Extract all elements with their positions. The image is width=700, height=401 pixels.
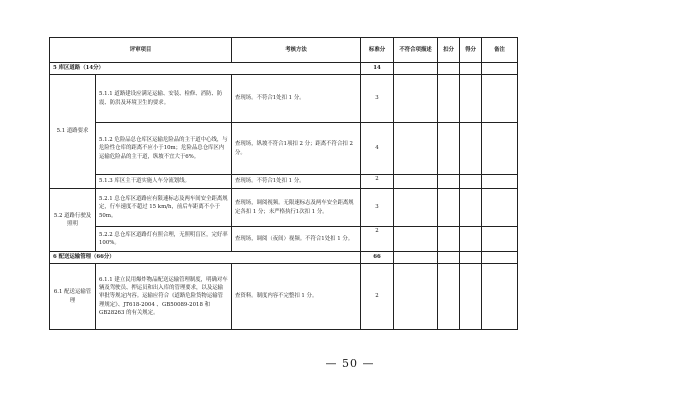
table-row	[50, 227, 518, 252]
std-score: 3	[361, 189, 394, 227]
blank-cell	[394, 252, 438, 264]
nonconform-cell[interactable]	[394, 175, 438, 189]
deduct-cell[interactable]	[438, 264, 460, 330]
group-name: 5.1 道路要求	[50, 75, 96, 189]
deduct-cell[interactable]	[438, 75, 460, 123]
nonconform-cell[interactable]	[394, 75, 438, 123]
blank-cell	[438, 63, 460, 75]
header-remark: 备注	[482, 38, 518, 63]
remark-cell[interactable]	[482, 175, 518, 189]
item-text: 5.2.1 总仓库区道路应有限速标志及两车间安全距离规定，行车速度不超过 15 km/h，前后车距离不小于 50m。	[96, 189, 232, 227]
table-row	[50, 75, 518, 123]
remark-cell[interactable]	[482, 227, 518, 252]
blank-cell	[438, 252, 460, 264]
section-title: 6 配送运输管理（66分）	[50, 252, 361, 264]
method-text: 查现场。不符合1处扣 1 分。	[232, 75, 361, 123]
table-row	[50, 264, 518, 330]
group-name: 6.1 配送运输管理	[50, 264, 96, 330]
nonconform-cell[interactable]	[394, 189, 438, 227]
method-text: 查资料。制度内容不完整扣 1 分。	[232, 264, 361, 330]
score-cell[interactable]	[460, 75, 482, 123]
std-score: 4	[361, 123, 394, 175]
method-text: 查现场，调阅视频。无限速标志及两车安全距离规定各扣 1 分；未严格执行1次扣 1 分。	[232, 189, 361, 227]
blank-cell	[460, 252, 482, 264]
table-row	[50, 123, 518, 175]
section-score: 14	[361, 63, 394, 75]
remark-cell[interactable]	[482, 264, 518, 330]
std-score: 2	[361, 264, 394, 330]
deduct-cell[interactable]	[438, 189, 460, 227]
header-item: 评审项目	[50, 38, 232, 63]
score-cell[interactable]	[460, 264, 482, 330]
table-row	[50, 189, 518, 227]
score-cell[interactable]	[460, 123, 482, 175]
score-cell[interactable]	[460, 227, 482, 252]
header-std: 标准分	[361, 38, 394, 63]
std-score: 2	[361, 227, 394, 252]
deduct-cell[interactable]	[438, 175, 460, 189]
page-number: — 50 —	[325, 357, 375, 370]
remark-cell[interactable]	[482, 123, 518, 175]
header-nonconform: 不符合项描述	[394, 38, 438, 63]
table-header-row	[50, 38, 518, 63]
method-text: 查现场。不符合1处扣 1 分。	[232, 175, 361, 189]
std-score: 2	[361, 175, 394, 189]
section-title: 5 库区道路（14分）	[50, 63, 361, 75]
item-text: 5.2.2 总仓库区道路灯有照合理，无照明盲区，完好率 100%。	[96, 227, 232, 252]
item-text: 5.1.3 库区主干道实施人车分流划线。	[96, 175, 232, 189]
method-text: 查现场，纵坡不符合1项扣 2 分；距离不符合扣 2 分。	[232, 123, 361, 175]
blank-cell	[482, 252, 518, 264]
header-score: 得分	[460, 38, 482, 63]
score-cell[interactable]	[460, 189, 482, 227]
section-score: 66	[361, 252, 394, 264]
deduct-cell[interactable]	[438, 227, 460, 252]
remark-cell[interactable]	[482, 75, 518, 123]
blank-cell	[394, 63, 438, 75]
section-row	[50, 252, 518, 264]
nonconform-cell[interactable]	[394, 123, 438, 175]
std-score: 3	[361, 75, 394, 123]
header-deduct: 扣分	[438, 38, 460, 63]
header-method: 考核方法	[232, 38, 361, 63]
blank-cell	[460, 63, 482, 75]
evaluation-table	[49, 37, 518, 330]
item-text: 5.1.2 危险品总仓库区运输危险品的主干道中心线，与危险性仓库的距离不应小于10m；危险品总仓库区内运输危险品的主干道，纵坡不宜大于6%。	[96, 123, 232, 175]
nonconform-cell[interactable]	[394, 227, 438, 252]
score-cell[interactable]	[460, 175, 482, 189]
remark-cell[interactable]	[482, 189, 518, 227]
nonconform-cell[interactable]	[394, 264, 438, 330]
item-text: 5.1.1 道路建设应满足运输、安装、检修、消防、防震、防洪及环境卫生的要求。	[96, 75, 232, 123]
blank-cell	[482, 63, 518, 75]
section-row	[50, 63, 518, 75]
group-name: 5.2 道路行驶及照明	[50, 189, 96, 252]
item-text: 6.1.1 建立民用爆炸物品配送运输管理制度，明确对车辆及驾驶员、押运员和出入库的管理要求，以及运输审批等规定内容。运输应符合《道路危险货物运输管理规定》、JT618-2004 、GB50089-2018 和 GB28263 的有关规定。	[96, 264, 232, 330]
table-row	[50, 175, 518, 189]
method-text: 查现场，调阅（夜间）视频。不符合1处扣 1 分。	[232, 227, 361, 252]
deduct-cell[interactable]	[438, 123, 460, 175]
